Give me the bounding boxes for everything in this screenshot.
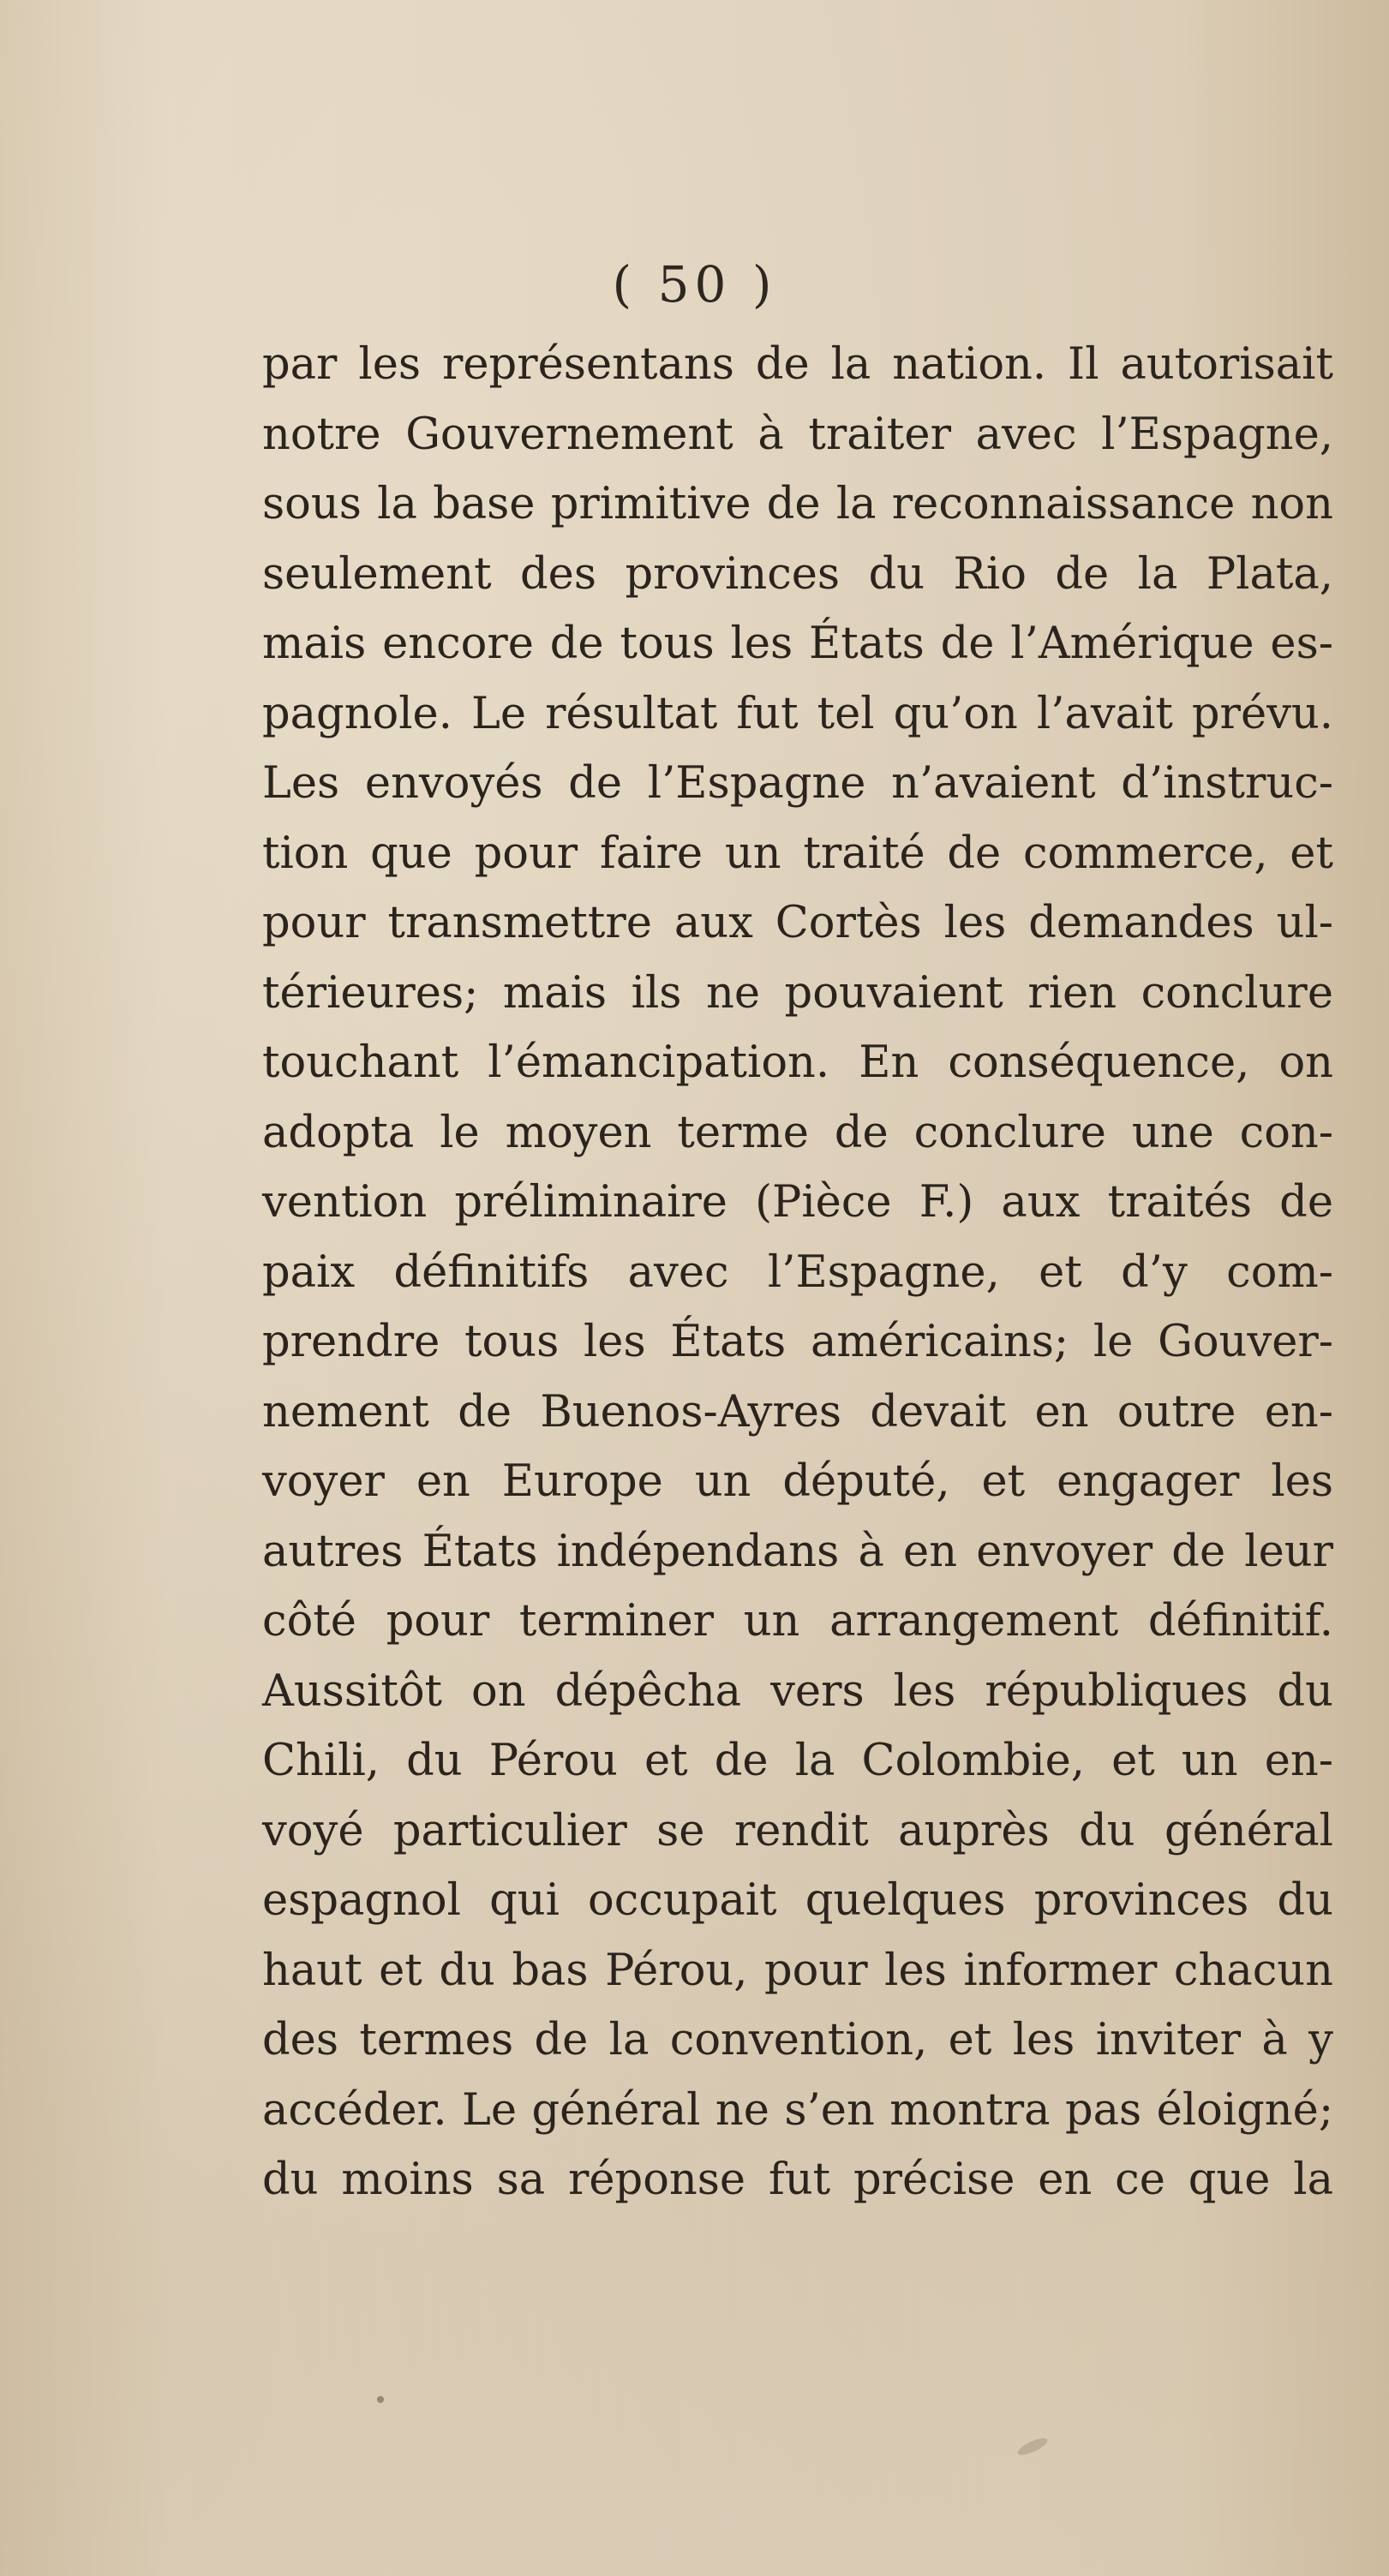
text-line: tion que pour faire un traité de commerce, et: [262, 828, 1333, 879]
text-line: nement de Buenos-Ayres devait en outre en-: [262, 1386, 1333, 1437]
paper-speck: [377, 2396, 384, 2403]
text-line: paix définitifs avec l’Espagne, et d’y com-: [262, 1246, 1333, 1298]
text-line: par les représentans de la nation. Il autorisait: [262, 339, 1333, 390]
text-line: voyé particulier se rendit auprès du général: [262, 1805, 1333, 1856]
text-line: accéder. Le général ne s’en montra pas éloigné;: [262, 2084, 1333, 2136]
text-line: des termes de la convention, et les inviter à y: [262, 2015, 1333, 2065]
text-line: mais encore de tous les États de l’Amérique es-: [262, 619, 1333, 669]
text-line: autres États indépendans à en envoyer de leur: [262, 1526, 1333, 1577]
text-line: térieures; mais ils ne pouvaient rien conclure: [262, 967, 1333, 1019]
text-line: voyer en Europe un député, et engager les: [262, 1456, 1333, 1507]
text-line: touchant l’émancipation. En conséquence, on: [262, 1037, 1333, 1088]
body-text: [262, 330, 1333, 2215]
text-line: adopta le moyen terme de conclure une con-: [262, 1107, 1333, 1158]
text-line: espagnol qui occupait quelques provinces du: [262, 1875, 1333, 1926]
text-line: haut et du bas Pérou, pour les informer chacun: [262, 1945, 1333, 1996]
text-line: Aussitôt on dépêcha vers les républiques du: [262, 1665, 1333, 1717]
text-line: pagnole. Le résultat fut tel qu’on l’avait prévu.: [262, 688, 1333, 739]
text-line: vention préliminaire (Pièce F.) aux traités de: [262, 1177, 1333, 1228]
text-line: notre Gouvernement à traiter avec l’Espagne,: [262, 409, 1333, 460]
text-line: sous la base primitive de la reconnaissance non: [262, 479, 1333, 529]
text-line: seulement des provinces du Rio de la Plata,: [262, 548, 1333, 600]
text-line: du moins sa réponse fut précise en ce que la: [262, 2155, 1333, 2205]
paper-stain: [1015, 2436, 1050, 2459]
text-line: prendre tous les États américains; le Gouver-: [262, 1317, 1333, 1367]
text-line: Les envoyés de l’Espagne n’avaient d’instruc-: [262, 758, 1333, 809]
text-line: côté pour terminer un arrangement définitif.: [262, 1596, 1333, 1647]
page-number: ( 50 ): [612, 255, 777, 314]
text-line: pour transmettre aux Cortès les demandes ul-: [262, 898, 1333, 948]
text-line: Chili, du Pérou et de la Colombie, et un en-: [262, 1736, 1333, 1786]
